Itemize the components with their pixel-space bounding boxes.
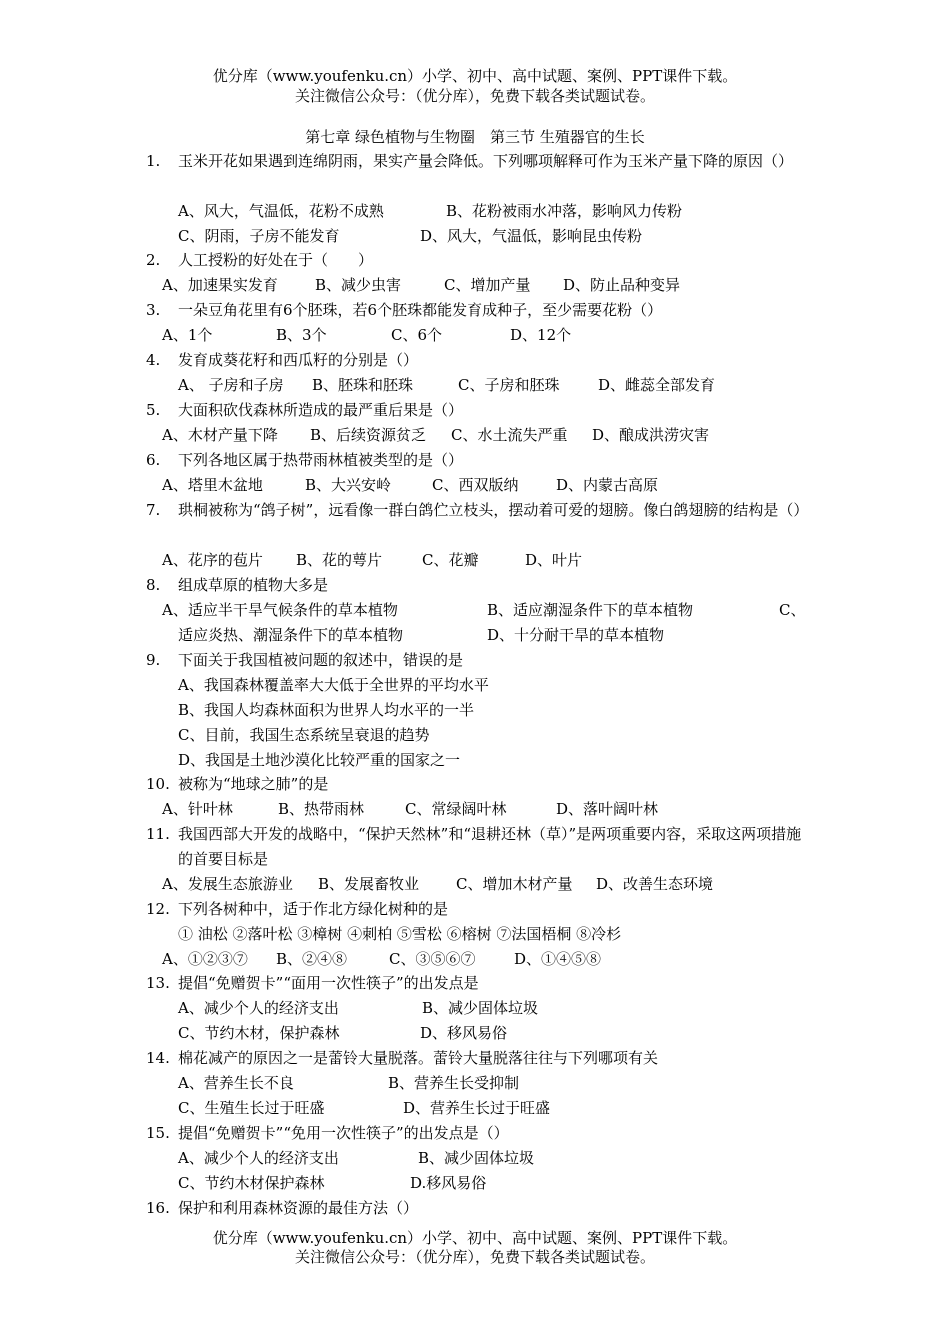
option-d: D、①④⑤⑧ bbox=[514, 950, 602, 968]
option-d: D、12个 bbox=[510, 326, 572, 344]
option-c: C、阴雨，子房不能发育 bbox=[178, 227, 340, 245]
option-c: C、西双版纳 bbox=[432, 476, 519, 494]
option-a: A、营养生长不良 bbox=[178, 1074, 294, 1092]
option-d: D、酿成洪涝灾害 bbox=[592, 426, 710, 444]
option-b: B、发展畜牧业 bbox=[318, 875, 420, 893]
option-d: D、营养生长过于旺盛 bbox=[403, 1099, 551, 1117]
question-number: 5. bbox=[146, 401, 161, 419]
question-13 bbox=[146, 971, 816, 996]
question-text: 珙桐被称为“鸽子树”，远看像一群白鸽伫立枝头，摆动着可爱的翅膀。像白鸽翅膀的结构是（） bbox=[178, 501, 809, 519]
question-16 bbox=[146, 1196, 816, 1221]
question-number: 12. bbox=[146, 900, 170, 918]
question-number: 3. bbox=[146, 301, 161, 319]
question-text: 被称为“地球之肺”的是 bbox=[178, 775, 329, 793]
option-c: C、常绿阔叶林 bbox=[405, 800, 507, 818]
question-7 bbox=[146, 498, 816, 523]
option-b: B、花粉被雨水冲落，影响风力传粉 bbox=[446, 202, 683, 220]
question-2 bbox=[146, 248, 816, 273]
question-11 bbox=[146, 822, 816, 872]
question-8 bbox=[146, 573, 816, 598]
option-a: A、适应半干旱气候条件的草本植物 bbox=[162, 601, 398, 619]
question-6 bbox=[146, 448, 816, 473]
option-c: C、生殖生长过于旺盛 bbox=[178, 1099, 325, 1117]
option-c: C、节约木材，保护森林 bbox=[178, 1024, 340, 1042]
question-text: 玉米开花如果遇到连绵阴雨，果实产量会降低。下列哪项解释可作为玉米产量下降的原因（） bbox=[178, 152, 794, 170]
option-d: D、移风易俗 bbox=[420, 1024, 508, 1042]
question-15 bbox=[146, 1121, 816, 1146]
question-1 bbox=[146, 149, 816, 174]
option-b: B、营养生长受抑制 bbox=[388, 1074, 520, 1092]
option-a: A、1个 bbox=[162, 326, 213, 344]
option-a: A、加速果实发育 bbox=[162, 276, 278, 294]
question-number: 13. bbox=[146, 974, 170, 992]
option-b: B、胚珠和胚珠 bbox=[312, 376, 414, 394]
option-a: A、①②③⑦ bbox=[162, 950, 248, 968]
option-d: D、十分耐干旱的草本植物 bbox=[487, 626, 665, 644]
option-c: C、 bbox=[779, 601, 806, 619]
option-c: C、子房和胚珠 bbox=[458, 376, 560, 394]
question-number: 14. bbox=[146, 1049, 170, 1067]
option-a: A、木材产量下降 bbox=[162, 426, 278, 444]
option-b: B、我国人均森林面积为世界人均水平的一半 bbox=[178, 701, 475, 719]
option-a: A、我国森林覆盖率大大低于全世界的平均水平 bbox=[178, 676, 489, 694]
question-number: 11. bbox=[146, 825, 170, 843]
question-text: 大面积砍伐森林所造成的最严重后果是（） bbox=[178, 401, 464, 419]
question-number: 2. bbox=[146, 251, 161, 269]
header-line-2: 关注微信公众号：（优分库），免费下载各类试题试卷。 bbox=[294, 87, 655, 105]
question-5 bbox=[146, 398, 816, 423]
option-c: C、6个 bbox=[391, 326, 443, 344]
option-a: A、 子房和子房 bbox=[178, 376, 284, 394]
option-a: A、减少个人的经济支出 bbox=[178, 999, 339, 1017]
option-b: B、减少虫害 bbox=[315, 276, 402, 294]
question-text: 我国西部大开发的战略中，“保护天然林”和“退耕还林（草）”是两项重要内容，采取这两项措施的首要目标是 bbox=[178, 825, 802, 868]
question-text: 保护和利用森林资源的最佳方法（） bbox=[178, 1199, 419, 1217]
question-text: 棉花减产的原因之一是蕾铃大量脱落。蕾铃大量脱落往往与下列哪项有关 bbox=[178, 1049, 659, 1067]
header-line-1: 优分库（www.youfenku.cn）小学、初中、高中试题、案例、PPT课件下载。 bbox=[212, 67, 738, 85]
option-b: B、热带雨林 bbox=[278, 800, 365, 818]
option-c: C、③⑤⑥⑦ bbox=[389, 950, 476, 968]
question-text: 提倡“免赠贺卡”“面用一次性筷子”的出发点是 bbox=[178, 974, 479, 992]
option-d: D、我国是土地沙漠化比较严重的国家之一 bbox=[178, 751, 461, 769]
question-number: 4. bbox=[146, 351, 161, 369]
option-a: A、减少个人的经济支出 bbox=[178, 1149, 339, 1167]
tree-species-list: ① 油松 ②落叶松 ③樟树 ④刺柏 ⑤雪松 ⑥榕树 ⑦法国梧桐 ⑧冷杉 bbox=[178, 925, 622, 943]
option-d: D、落叶阔叶林 bbox=[556, 800, 659, 818]
option-b: B、②④⑧ bbox=[276, 950, 348, 968]
option-d: D、叶片 bbox=[525, 551, 583, 569]
option-c: C、增加产量 bbox=[444, 276, 531, 294]
question-number: 6. bbox=[146, 451, 161, 469]
question-number: 1. bbox=[146, 152, 161, 170]
footer-line-2: 关注微信公众号：（优分库），免费下载各类试题试卷。 bbox=[294, 1248, 655, 1266]
option-b: B、大兴安岭 bbox=[305, 476, 392, 494]
option-d: D、风大，气温低，影响昆虫传粉 bbox=[420, 227, 643, 245]
question-12 bbox=[146, 897, 816, 922]
question-text: 下列各地区属于热带雨林植被类型的是（） bbox=[178, 451, 464, 469]
question-text: 组成草原的植物大多是 bbox=[178, 576, 329, 594]
question-text: 发育成葵花籽和西瓜籽的分别是（） bbox=[178, 351, 419, 369]
option-b: B、减少固体垃圾 bbox=[422, 999, 539, 1017]
option-d: D、防止品种变异 bbox=[563, 276, 681, 294]
option-b: B、3个 bbox=[276, 326, 327, 344]
option-d: D.移风易俗 bbox=[410, 1174, 487, 1192]
option-c: C、水土流失严重 bbox=[451, 426, 568, 444]
option-c: C、花瓣 bbox=[422, 551, 479, 569]
option-a: A、塔里木盆地 bbox=[162, 476, 263, 494]
question-number: 15. bbox=[146, 1124, 170, 1142]
question-text: 下列各树种中，适于作北方绿化树种的是 bbox=[178, 900, 449, 918]
question-9 bbox=[146, 648, 816, 673]
question-number: 16. bbox=[146, 1199, 170, 1217]
option-a: A、花序的苞片 bbox=[162, 551, 263, 569]
option-a: A、发展生态旅游业 bbox=[162, 875, 293, 893]
option-d: D、雌蕊全部发育 bbox=[598, 376, 716, 394]
option-c-text: 适应炎热、潮湿条件下的草本植物 bbox=[178, 626, 404, 644]
option-c: C、增加木材产量 bbox=[456, 875, 573, 893]
question-text: 一朵豆角花里有6个胚珠，若6个胚珠都能发育成种子，至少需要花粉（） bbox=[178, 301, 663, 319]
option-b: B、后续资源贫乏 bbox=[310, 426, 427, 444]
footer-line-1: 优分库（www.youfenku.cn）小学、初中、高中试题、案例、PPT课件下载。 bbox=[212, 1229, 738, 1247]
question-3 bbox=[146, 298, 816, 323]
question-4 bbox=[146, 348, 816, 373]
option-d: D、内蒙古高原 bbox=[556, 476, 659, 494]
question-10 bbox=[146, 772, 816, 797]
question-number: 10. bbox=[146, 775, 170, 793]
question-14 bbox=[146, 1046, 816, 1071]
option-b: B、花的萼片 bbox=[296, 551, 383, 569]
option-c: C、节约木材保护森林 bbox=[178, 1174, 325, 1192]
option-d: D、改善生态环境 bbox=[596, 875, 714, 893]
question-number: 7. bbox=[146, 501, 161, 519]
question-number: 9. bbox=[146, 651, 161, 669]
question-text: 人工授粉的好处在于（ ） bbox=[178, 251, 374, 269]
question-text: 下面关于我国植被问题的叙述中，错误的是 bbox=[178, 651, 464, 669]
option-b: B、减少固体垃圾 bbox=[418, 1149, 535, 1167]
question-number: 8. bbox=[146, 576, 161, 594]
option-c: C、目前，我国生态系统呈衰退的趋势 bbox=[178, 726, 430, 744]
option-b: B、适应潮湿条件下的草本植物 bbox=[487, 601, 694, 619]
question-text: 提倡“免赠贺卡”“免用一次性筷子”的出发点是（） bbox=[178, 1124, 509, 1142]
option-a: A、针叶林 bbox=[162, 800, 233, 818]
option-a: A、风大，气温低，花粉不成熟 bbox=[178, 202, 384, 220]
page-title: 第七章 绿色植物与生物圈 第三节 生殖器官的生长 bbox=[305, 128, 645, 146]
